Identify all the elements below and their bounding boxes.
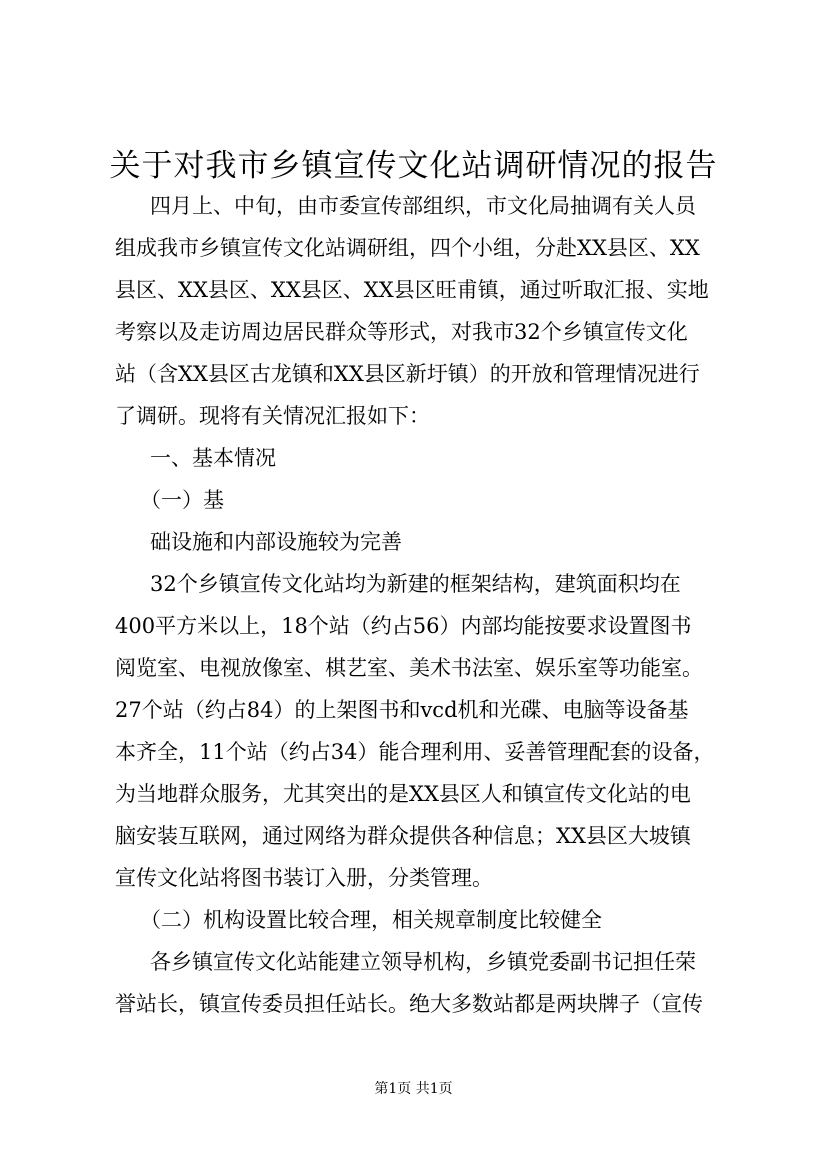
page-number-footer: 第1页 共1页 [374,1081,453,1097]
paragraph-line-8: 400平方米以上，18个站（约占56）内部均能按要求设置图书 [115,614,692,638]
subsection-heading-1-part-a: （一）基 [140,488,224,512]
paragraph-line-16: 誉站长，镇宣传委员担任站长。绝大多数站都是两块牌子（宣传 [115,992,703,1016]
paragraph-line-4: 考察以及走访周边居民群众等形式，对我市32个乡镇宣传文化 [115,320,688,344]
paragraph-line-3: 县区、XX县区、XX县区、XX县区旺甫镇，通过听取汇报、实地 [115,278,709,302]
paragraph-line-14: 宣传文化站将图书装订入册，分类管理。 [115,866,493,890]
paragraph-line-13: 脑安装互联网，通过网络为群众提供各种信息；XX县区大坡镇 [115,824,691,848]
paragraph-line-12: 为当地群众服务，尤其突出的是XX县区人和镇宣传文化站的电 [115,782,691,806]
subsection-heading-1-part-b: 础设施和内部设施较为完善 [150,530,402,554]
paragraph-line-6: 了调研。现将有关情况汇报如下： [115,404,430,428]
paragraph-line-2: 组成我市乡镇宣传文化站调研组，四个小组，分赴XX县区、XX [115,236,700,260]
paragraph-line-15: 各乡镇宣传文化站能建立领导机构，乡镇党委副书记担任荣 [150,950,696,974]
subsection-heading-2: （二）机构设置比较合理，相关规章制度比较健全 [140,908,602,932]
document-title: 关于对我市乡镇宣传文化站调研情况的报告 [109,148,718,184]
paragraph-line-7: 32个乡镇宣传文化站均为新建的框架结构，建筑面积均在 [150,572,681,596]
paragraph-line-9: 阅览室、电视放像室、棋艺室、美术书法室、娱乐室等功能室。 [115,656,703,680]
section-heading: 一、基本情况 [150,446,276,470]
paragraph-line-5: 站（含XX县区古龙镇和XX县区新圩镇）的开放和管理情况进行 [115,362,700,386]
paragraph-line-11: 本齐全，11个站（约占34）能合理利用、妥善管理配套的设备， [115,740,715,764]
paragraph-line-1: 四月上、中旬，由市委宣传部组织，市文化局抽调有关人员 [150,194,696,218]
paragraph-line-10: 27个站（约占84）的上架图书和vcd机和光碟、电脑等设备基 [115,698,689,722]
